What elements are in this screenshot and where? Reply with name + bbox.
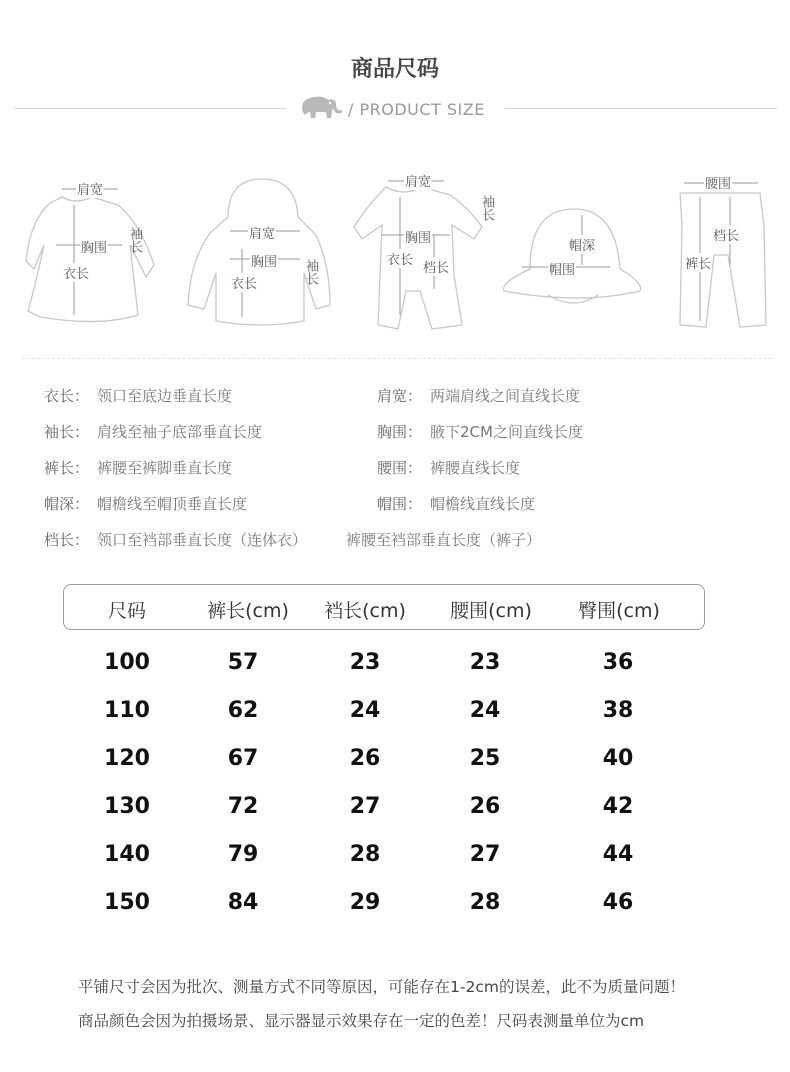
romper-rise-label: 档长 — [422, 257, 450, 276]
definition-term: 袖长： — [44, 423, 90, 441]
table-cell: 28 — [349, 842, 381, 867]
table-cell: 130 — [104, 794, 150, 819]
definition-desc: 两端肩线之间直线长度 — [430, 387, 581, 405]
romper-outline — [354, 187, 482, 329]
definition-item — [44, 421, 262, 442]
definition-term: 帽围： — [377, 495, 423, 513]
romper-length-label: 衣长 — [386, 249, 414, 268]
definition-term: 胸围： — [377, 423, 423, 441]
definition-desc: 帽檐线至帽顶垂直长度 — [97, 495, 248, 513]
table-cell: 79 — [227, 842, 259, 867]
header-rise: 裆长(cm) — [324, 600, 406, 622]
table-cell: 36 — [602, 650, 634, 675]
pants-waist-label: 腰围 — [704, 173, 732, 192]
table-cell: 57 — [227, 650, 259, 675]
jacket-length-label: 衣长 — [230, 273, 258, 292]
dress-outline — [26, 197, 154, 322]
table-cell: 84 — [227, 890, 259, 915]
table-cell: 62 — [227, 698, 259, 723]
definition-desc: 裤腰至裤脚垂直长度 — [97, 459, 233, 477]
definition-desc: 帽檐线直线长度 — [430, 495, 536, 513]
hat-circumference-label: 帽围 — [548, 259, 576, 278]
header-waist: 腰围(cm) — [450, 600, 532, 622]
header-size: 尺码 — [107, 600, 147, 622]
color-note: 商品颜色会因为拍摄场景、显示器显示效果存在一定的色差！尺码表测量单位为cm — [78, 1012, 645, 1030]
definition-item — [346, 529, 541, 550]
jacket-sleeve-label: 袖长 — [303, 259, 318, 285]
table-cell: 44 — [602, 842, 634, 867]
dress-shoulder-label: 肩宽 — [76, 179, 104, 198]
definition-item — [44, 529, 307, 550]
table-cell: 120 — [104, 746, 150, 771]
definition-term: 腰围： — [377, 459, 423, 477]
pants-rise-label: 档长 — [712, 225, 740, 244]
definition-item — [44, 457, 232, 478]
definition-term: 肩宽： — [377, 387, 423, 405]
table-cell: 27 — [349, 794, 381, 819]
definition-desc: 裤腰至裆部垂直长度（裤子） — [346, 531, 542, 549]
page-subtitle: / PRODUCT SIZE — [348, 100, 485, 119]
dress-sleeve-label: 袖长 — [127, 227, 142, 253]
definition-term: 档长： — [44, 531, 90, 549]
table-cell: 26 — [469, 794, 501, 819]
table-cell: 23 — [349, 650, 381, 675]
table-cell: 29 — [349, 890, 381, 915]
romper-chest-label: 胸围 — [404, 227, 432, 246]
definition-term: 裤长： — [44, 459, 90, 477]
header-pant-length: 裤长(cm) — [207, 600, 289, 622]
romper-sleeve-label: 袖长 — [479, 195, 494, 221]
romper-shoulder-label: 肩宽 — [404, 171, 432, 190]
table-cell: 23 — [469, 650, 501, 675]
divider-right — [505, 108, 777, 109]
definition-item — [377, 457, 520, 478]
divider-left — [14, 108, 286, 109]
definition-desc: 领口至底边垂直长度 — [97, 387, 233, 405]
table-cell: 46 — [602, 890, 634, 915]
definition-item — [377, 493, 535, 514]
header-hip: 臀围(cm) — [578, 600, 660, 622]
table-cell: 24 — [469, 698, 501, 723]
table-cell: 140 — [104, 842, 150, 867]
pants-length-label: 裤长 — [684, 253, 712, 272]
table-cell: 27 — [469, 842, 501, 867]
definition-term: 衣长： — [44, 387, 90, 405]
definition-item — [44, 385, 232, 406]
definition-item — [44, 493, 247, 514]
definition-desc: 腋下2CM之间直线长度 — [430, 423, 583, 441]
definition-desc: 裤腰直线长度 — [430, 459, 521, 477]
definition-item — [377, 385, 580, 406]
jacket-chest-label: 胸围 — [250, 251, 278, 270]
table-cell: 40 — [602, 746, 634, 771]
section-divider — [22, 358, 772, 359]
jacket-shoulder-label: 肩宽 — [248, 223, 276, 242]
table-cell: 26 — [349, 746, 381, 771]
table-cell: 72 — [227, 794, 259, 819]
definition-item — [377, 421, 583, 442]
table-cell: 67 — [227, 746, 259, 771]
dress-length-label: 衣长 — [62, 263, 90, 282]
disclaimer-note: 平铺尺寸会因为批次、测量方式不同等原因，可能存在1-2cm的误差，此不为质量问题！ — [78, 978, 685, 996]
dress-chest-label: 胸围 — [80, 237, 108, 256]
definition-desc: 领口至裆部垂直长度（连体衣） — [97, 531, 308, 549]
table-cell: 110 — [104, 698, 150, 723]
definition-term: 帽深： — [44, 495, 90, 513]
table-cell: 25 — [469, 746, 501, 771]
table-cell: 28 — [469, 890, 501, 915]
garment-diagrams — [0, 165, 790, 345]
table-cell: 100 — [104, 650, 150, 675]
table-cell: 38 — [602, 698, 634, 723]
page-title: 商品尺码 — [350, 57, 439, 82]
table-cell: 42 — [602, 794, 634, 819]
definition-desc: 肩线至袖子底部垂直长度 — [97, 423, 263, 441]
table-cell: 150 — [104, 890, 150, 915]
hat-depth-label: 帽深 — [568, 235, 596, 254]
table-cell: 24 — [349, 698, 381, 723]
elephant-icon — [298, 94, 344, 122]
